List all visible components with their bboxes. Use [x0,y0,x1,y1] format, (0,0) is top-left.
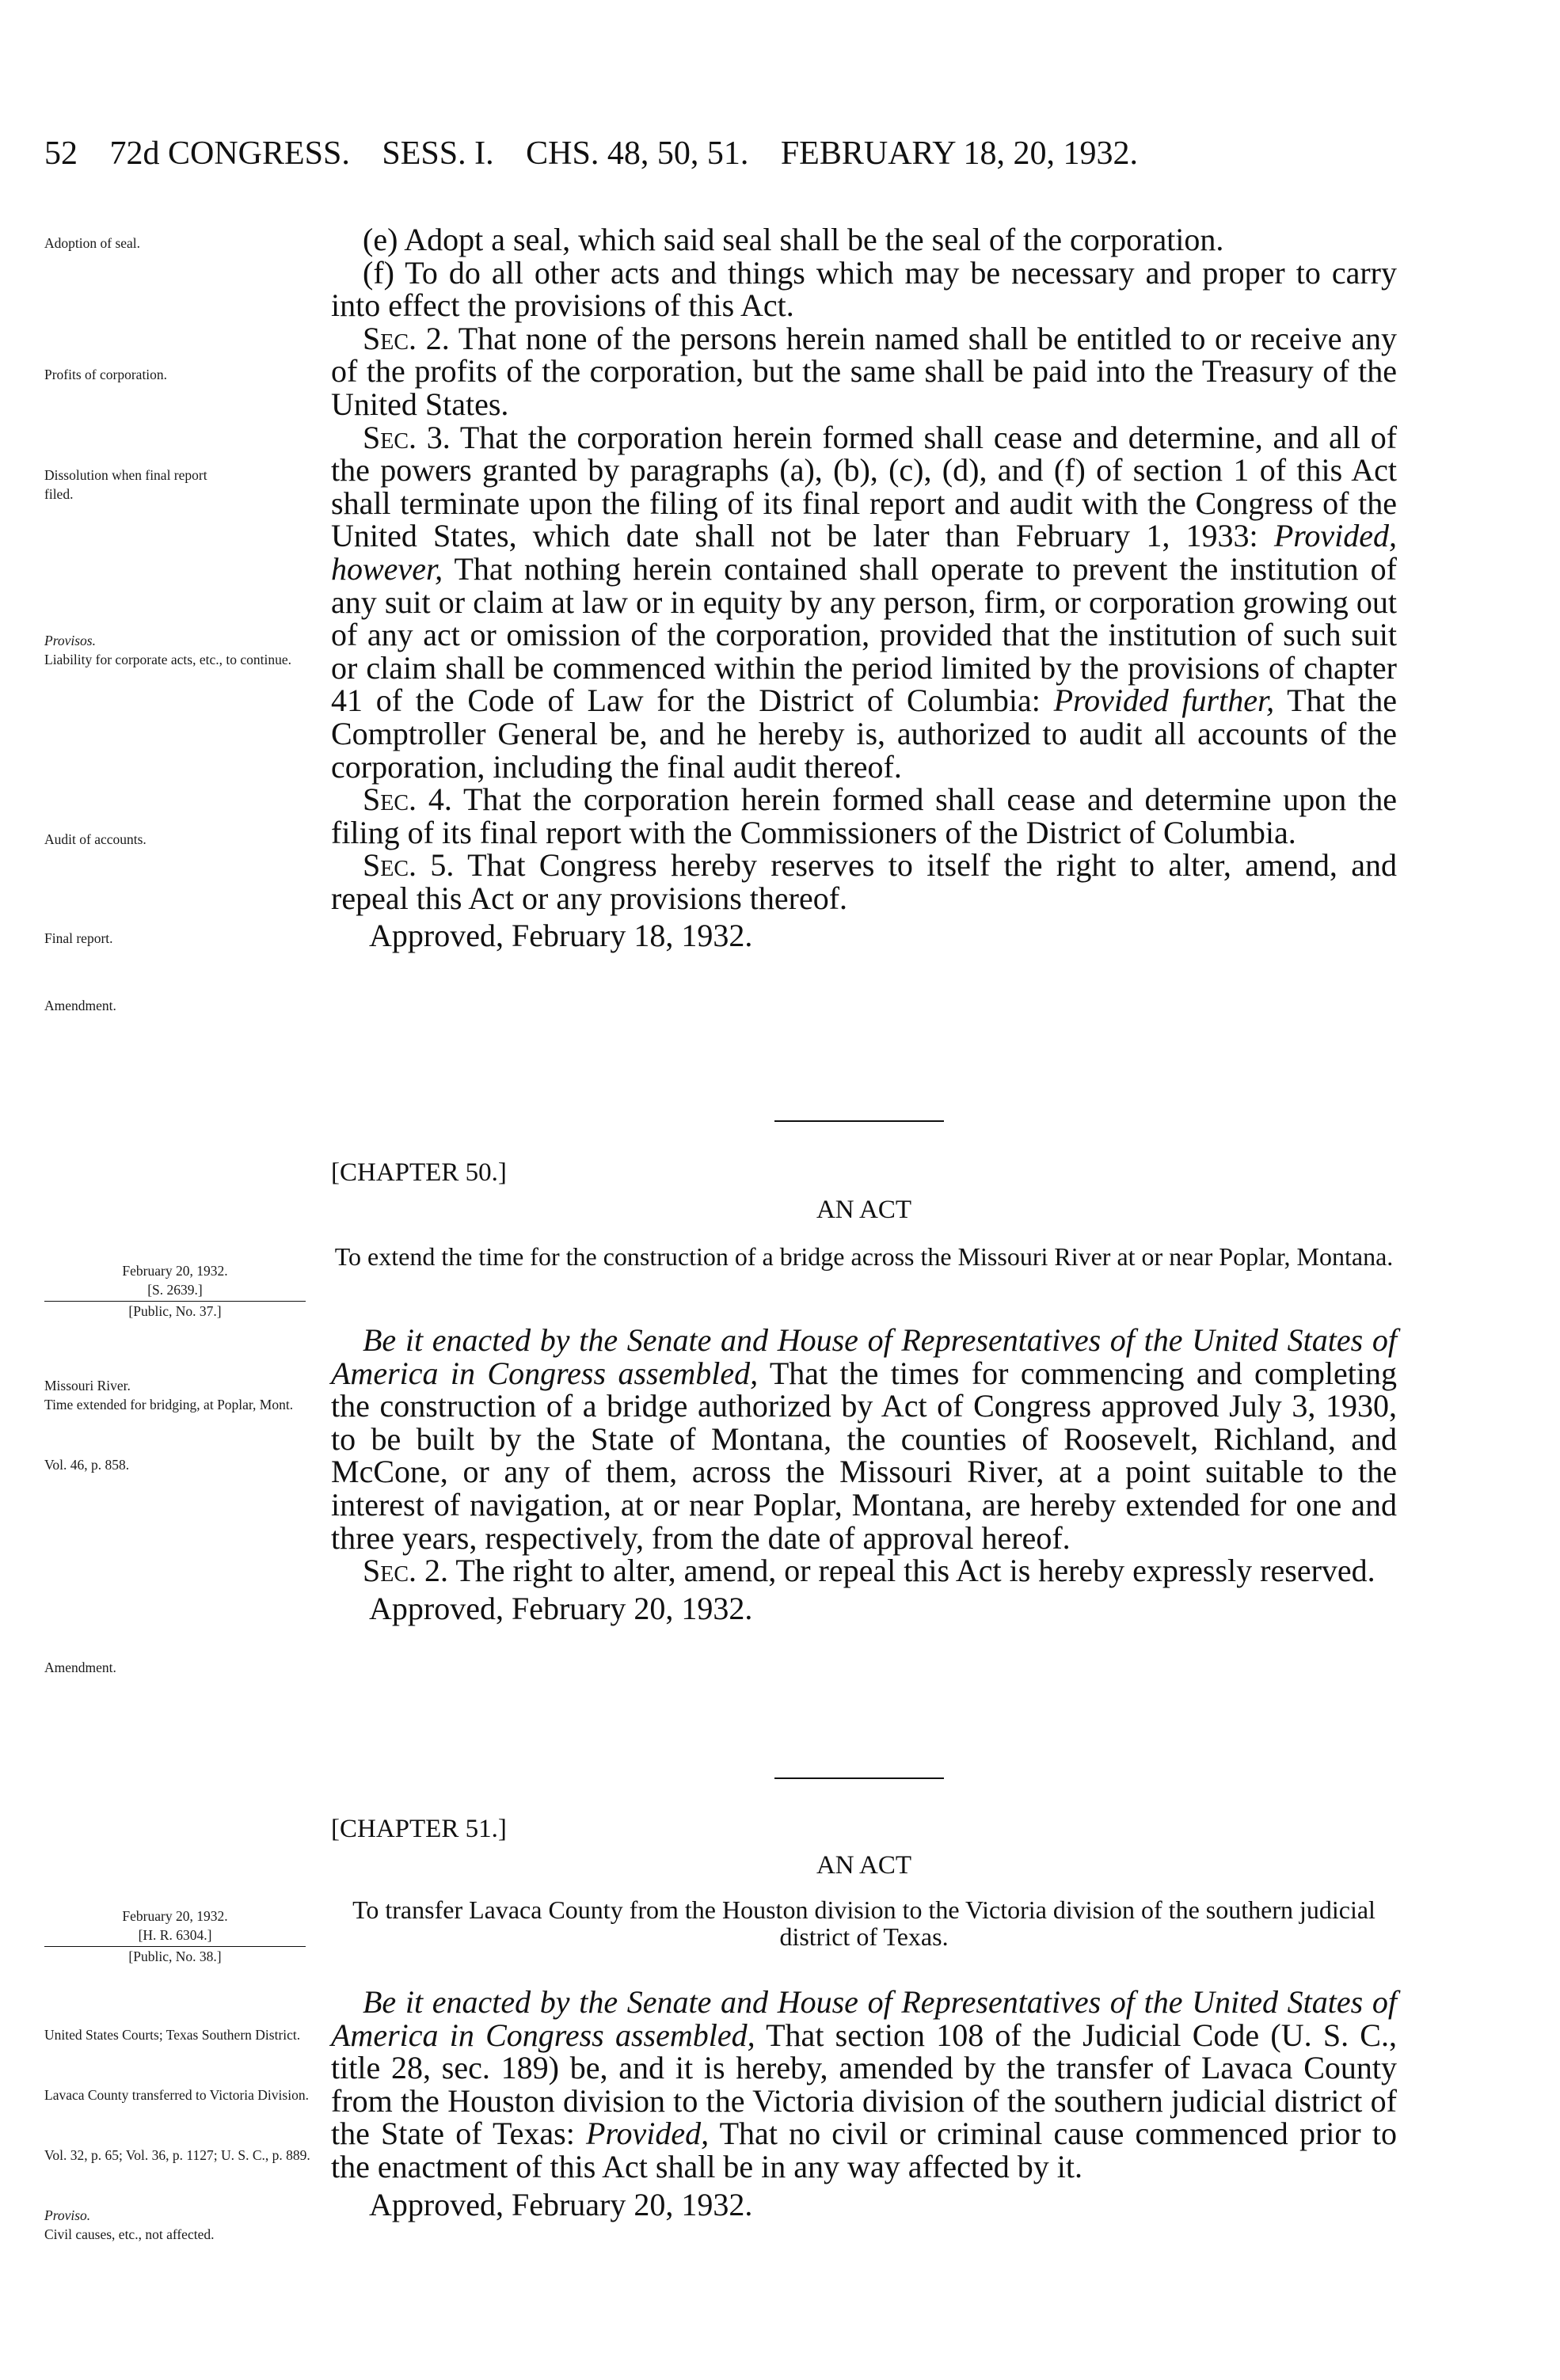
chapter-50-title: To extend the time for the construction of a bridge across the Missouri River at or near Poplar, Montana. [334,1242,1394,1271]
ch51-margin-proviso [44,2206,329,2225]
ch51-enact-paragraph [331,1986,1397,2184]
approved-feb-20-ch51: Approved, February 20, 1932. [369,2186,753,2222]
chapter-50-heading: [CHAPTER 50.] [331,1158,507,1187]
divider-rule [774,1120,944,1122]
ch50-public: [Public, No. 37.] [128,1303,222,1319]
margin-note-profits: Profits of corporation. [44,367,168,382]
sec2-text: That none of the persons herein named shall be entitled to or receive any of the profits of the corporation, but the same shall be paid into the Treasury of the United States. [331,320,1397,422]
ch50-margin-amendment: Amendment. [44,1660,116,1675]
chapter-51-date-note [44,1907,306,1966]
ch50-margin-missouri: Missouri River. [44,1378,131,1393]
ch51-margin-vol: Vol. 32, p. 65; Vol. 36, p. 1127; U. S. C., p. 889. [44,2147,310,2163]
ch51-margin-proviso-label: Proviso. [44,2207,91,2223]
para-e: (e) Adopt a seal, which said seal shall be the seal of the corporation. [363,222,1224,257]
sec3-text-a: That the corporation herein formed shall cease and determine, and all of the powers granted by paragraphs (a), (b), (c), (d), and (f) of section 1 of this Act shall terminate upon the filing of its final report and audit with the Congress of the United States, which date shall not be later than February 1, 1933: [331,419,1398,554]
approved-feb-20-ch50: Approved, February 20, 1932. [369,1590,753,1626]
ch51-margin-lavaca: Lavaca County transferred to Victoria Division. [44,2087,309,2103]
sec5-label: Sec. 5. [363,847,455,884]
header-chapters: CHS. 48, 50, 51. [526,135,749,172]
sec3-text-c: That the Comptroller General be, and he hereby is, authorized to audit all accounts of the corporation, including the final audit thereof. [331,682,1397,785]
ch50-body: That the times for commencing and completing the construction of a bridge authorized by Act of Congress approved July 3, 1930, to be built by the State of Montana, the counties of Roosevelt, Richland, and McCone, or any of them, across the Missouri River, at a point suitable to the interest of navigation, at or near Poplar, Montana, are hereby extended for one and three years, respectively, from the date of approval hereof. [331,1355,1397,1556]
ch50-date: February 20, 1932. [122,1263,228,1279]
margin-note-amendment: Amendment. [44,998,116,1013]
chapter-51-heading: [CHAPTER 51.] [331,1815,507,1843]
margin-note-audit: Audit of accounts. [44,831,146,847]
chapter-50-act-heading: AN ACT [816,1196,912,1224]
ch51-body-b: That no civil or criminal cause commenced prior to the enactment of this Act shall be in any way affected by it. [331,2116,1398,2184]
ch51-margin-civil: Civil causes, etc., not affected. [44,2226,215,2242]
approved-feb-18: Approved, February 18, 1932. [369,918,753,954]
chapter-51-title: To transfer Lavaca County from the Houston division to the Victoria division of the southern judicial district of Texas. [352,1895,1375,1951]
ch51-enacting-clause: Be it enacted by the Senate and House of Representatives of the United States of America in Congress assembled, [331,1984,1397,2053]
chapter-50-date-note [44,1261,306,1321]
margin-note-dissolution: Dissolution when final report filed. [44,467,207,502]
sec3-text-b: That nothing herein contained shall operate to prevent the institution of any suit or claim at law or in equity by any person, firm, or corporation growing out of any act or omission of the corporation, provided that the institution of such suit or claim shall be commenced within the period limited by the provisions of chapter 41 of the Code of Law for the District of Columbia: [331,550,1398,719]
ch50-sec2-label: Sec. 2. [363,1553,449,1589]
sec3-proviso-2: Provided further, [1053,682,1275,719]
sec3-label: Sec. 3. [363,419,451,455]
ch50-sec2-text: The right to alter, amend, or repeal this Act is hereby expressly reserved. [455,1553,1375,1589]
chapter-51-text [331,1986,1397,2221]
sec2-paragraph [331,322,1397,421]
header-congress: 72d CONGRESS. [109,135,350,172]
sec4-label: Sec. 4. [363,781,452,818]
sec5-paragraph [331,849,1397,914]
divider-rule [774,1777,944,1779]
ch51-proviso: Provided, [586,2116,710,2152]
margin-provisos-label: Provisos. [44,633,96,648]
ch50-margin-time: Time extended for bridging, at Poplar, Mont. [44,1397,294,1412]
sec4-paragraph [331,783,1397,849]
sec5-text: That Congress hereby reserves to itself the right to alter, amend, and repeal this Act or any provisions thereof. [331,847,1398,916]
sec2-label: Sec. 2. [363,320,450,356]
ch51-margin-courts: United States Courts; Texas Southern District. [44,2027,301,2043]
section1-text [331,223,1397,952]
margin-note-provisos [44,631,329,669]
ch50-margin-vol: Vol. 46, p. 858. [44,1457,130,1473]
running-header [44,135,1454,173]
ch51-public: [Public, No. 38.] [128,1948,222,1964]
para-f: (f) To do all other acts and things which may be necessary and proper to carry into effect the provisions of this Act. [331,254,1397,324]
ch50-bill: [S. 2639.] [44,1280,306,1302]
header-session: SESS. I. [382,135,494,172]
header-date: FEBRUARY 18, 20, 1932. [780,135,1138,172]
chapter-50-text [331,1324,1397,1625]
margin-liability: Liability for corporate acts, etc., to continue. [44,652,291,667]
sec3-proviso-1: Provided, however, [331,518,1397,587]
chapter-51-act-heading: AN ACT [816,1851,912,1880]
margin-note-final-report: Final report. [44,930,113,946]
ch50-enact-paragraph [331,1324,1397,1554]
margin-note-adoption-seal: Adoption of seal. [44,235,141,251]
sec4-text: That the corporation herein formed shall cease and determine upon the filing of its final report with the Commissioners of the District of Columbia. [331,781,1398,850]
page-number: 52 [44,135,78,172]
ch50-enacting-clause: Be it enacted by the Senate and House of Representatives of the United States of America in Congress assembled, [331,1322,1397,1391]
sec3-paragraph [331,421,1397,784]
ch51-body-a: That section 108 of the Judicial Code (U. S. C., title 28, sec. 189) be, and it is hereby, amended by the transfer of Lavaca County from the Houston division to the Victoria division of the southern judicial district of the State of Texas: [331,2017,1397,2152]
ch51-date: February 20, 1932. [122,1908,228,1924]
ch51-bill: [H. R. 6304.] [44,1926,306,1947]
ch50-sec2-paragraph [331,1554,1397,1587]
